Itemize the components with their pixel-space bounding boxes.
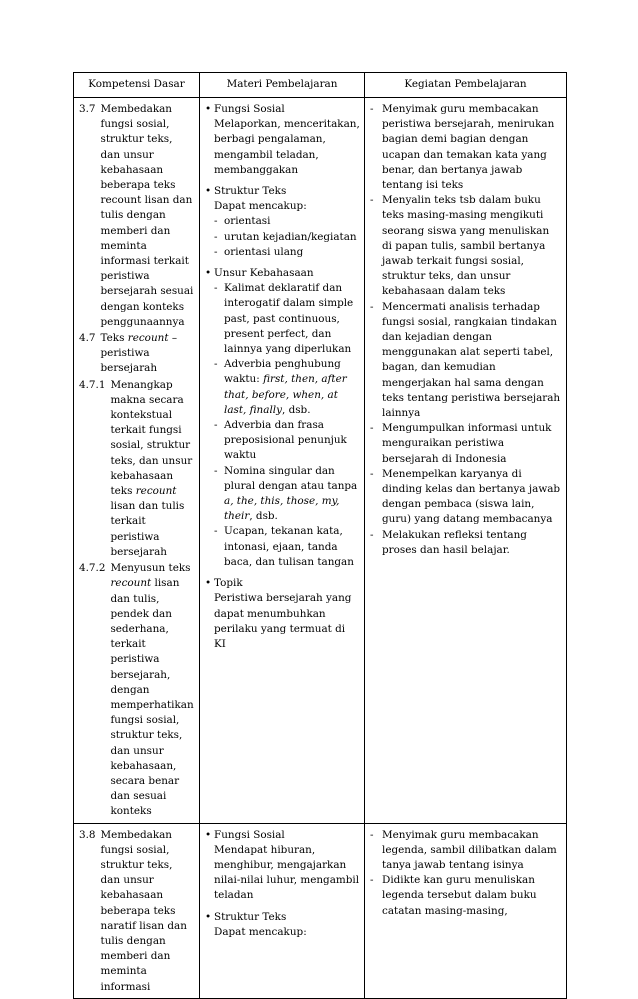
table-row <box>74 98 567 824</box>
kd-number: 3.8 <box>79 828 96 841</box>
list-item: - Menyimak guru membacakan legenda, sambil dilibatkan dalam tanya jawab tentang isinya <box>370 828 557 871</box>
list-item: - orientasi <box>214 215 271 228</box>
kd-cell <box>74 98 200 824</box>
table-row <box>74 823 567 998</box>
kd-text: Membedakan fungsi sosial, struktur teks, dan unsur kebahasaan beberapa teks recount lisan dan tulis dengan memberi dan meminta informasi terkait peristiwa bersejarah sesuai dengan konteks penggunaannya <box>100 103 194 328</box>
materi-section-topik <box>205 576 360 652</box>
kd-number: 4.7.1 <box>79 378 106 391</box>
bullet-icon: • <box>205 910 212 923</box>
bullet-icon: • <box>205 267 212 280</box>
list-item: - Menyalin teks tsb dalam buku teks masing-masing mengikuti seorang siswa yang menuliskan di papan tulis, sambil bertanya jawab terkait fungsi sosial, struktur teks, dan unsur kebahasaan dalam teks <box>370 194 550 298</box>
header-materi-pembelajaran: Materi Pembelajaran <box>200 73 365 98</box>
bullet-icon: • <box>205 103 212 115</box>
list-item: - Adverbia penghubung waktu: first, then, after that, before, when, at last, finally, dsb. <box>214 358 347 416</box>
materi-section-struktur <box>205 184 360 260</box>
kd-text: Teks recount – peristiwa bersejarah <box>100 332 178 375</box>
header-row <box>74 73 567 98</box>
header-kompetensi-dasar: Kompetensi Dasar <box>74 73 200 98</box>
bullet-icon: • <box>205 185 212 198</box>
materi-section-unsur <box>205 266 360 570</box>
list-item: - Didikte kan guru menuliskan legenda tersebut dalam buku catatan masing-masing, <box>370 874 537 917</box>
list-item: - Adverbia dan frasa preposisional penunjuk waktu <box>214 419 347 462</box>
list-item: - urutan kejadian/kegiatan <box>214 230 357 243</box>
kd-text: Membedakan fungsi sosial, struktur teks, dan unsur kebahasaan beberapa teks naratif lisan dan tulis dengan memberi dan meminta informasi <box>100 828 187 993</box>
kd-number: 4.7.2 <box>79 562 106 575</box>
header-kegiatan-pembelajaran: Kegiatan Pembelajaran <box>365 73 567 98</box>
list-item: - Ucapan, tekanan kata, intonasi, ejaan, tanda baca, dan tulisan tangan <box>214 525 354 568</box>
kd-item <box>79 102 195 330</box>
kd-item <box>79 828 195 995</box>
kegiatan-cell <box>365 823 567 998</box>
materi-cell <box>200 98 365 824</box>
kd-item <box>79 331 195 377</box>
list-item: - Mengumpulkan informasi untuk menguraikan peristiwa bersejarah di Indonesia <box>370 422 552 465</box>
section-title: Fungsi Sosial <box>214 828 285 841</box>
bullet-icon: • <box>205 828 212 841</box>
list-item: - orientasi ulang <box>214 245 304 258</box>
kegiatan-cell <box>365 98 567 824</box>
section-desc: Peristiwa bersejarah yang dapat menumbuhkan perilaku yang termuat di KI <box>214 592 352 650</box>
kd-text: Menyusun teks recount lisan dan tulis, pendek dan sederhana, terkait peristiwa bersejarah, dengan memperhatikan fungsi sosial, struktur teks, dan unsur kebahasaan, secara benar dan sesuai konteks <box>110 562 194 818</box>
kd-item <box>79 378 195 560</box>
materi-section-struktur <box>205 910 360 940</box>
section-desc: Mendapat hiburan, menghibur, mengajarkan nilai-nilai luhur, mengambil teladan <box>214 843 360 902</box>
materi-section-fungsi <box>205 828 360 904</box>
kd-number: 3.7 <box>79 103 96 115</box>
list-item: - Menyimak guru membacakan peristiwa bersejarah, menirukan bagian demi bagian dengan ucapan dan temakan kata yang benar, dan bertanya jawab tentang isi teks <box>370 103 555 192</box>
list-item: - Nomina singular dan plural dengan atau tanpa a, the, this, those, my, their, dsb. <box>214 464 358 523</box>
materi-section-fungsi <box>205 102 360 178</box>
section-title: Fungsi Sosial <box>214 103 285 115</box>
section-title: Struktur Teks <box>214 185 287 198</box>
kd-item <box>79 561 195 819</box>
section-desc: Dapat mencakup: <box>214 200 307 213</box>
materi-cell <box>200 823 365 998</box>
section-title: Unsur Kebahasaan <box>214 267 314 280</box>
kd-text: Menangkap makna secara kontekstual terkait fungsi sosial, struktur teks, dan unsur kebahasaan teks recount lisan dan tulis terkait peristiwa bersejarah <box>110 378 193 558</box>
kd-cell <box>74 823 200 998</box>
list-item: - Menempelkan karyanya di dinding kelas dan bertanya jawab dengan pembaca (siswa lain, guru) yang datang membacanya <box>370 467 561 526</box>
list-item: - Melakukan refleksi tentang proses dan hasil belajar. <box>370 528 527 556</box>
list-item: - Kalimat deklaratif dan interogatif dalam simple past, past continuous, present perfect, dan lainnya yang diperlukan <box>214 282 354 356</box>
bullet-icon: • <box>205 577 212 590</box>
list-item: - Mencermati analisis terhadap fungsi sosial, rangkaian tindakan dan kejadian dengan menggunakan alat seperti tabel, bagan, dan kemudian mengerjakan hal sama dengan teks tentang peristiwa bersejarah lainnya <box>370 300 561 420</box>
section-title: Struktur Teks <box>214 910 287 923</box>
curriculum-table <box>73 72 567 999</box>
section-desc: Dapat mencakup: <box>214 925 307 938</box>
section-desc: Melaporkan, menceritakan, berbagi pengalaman, mengambil teladan, membanggakan <box>214 118 360 176</box>
section-title: Topik <box>214 577 243 590</box>
kd-number: 4.7 <box>79 332 96 345</box>
